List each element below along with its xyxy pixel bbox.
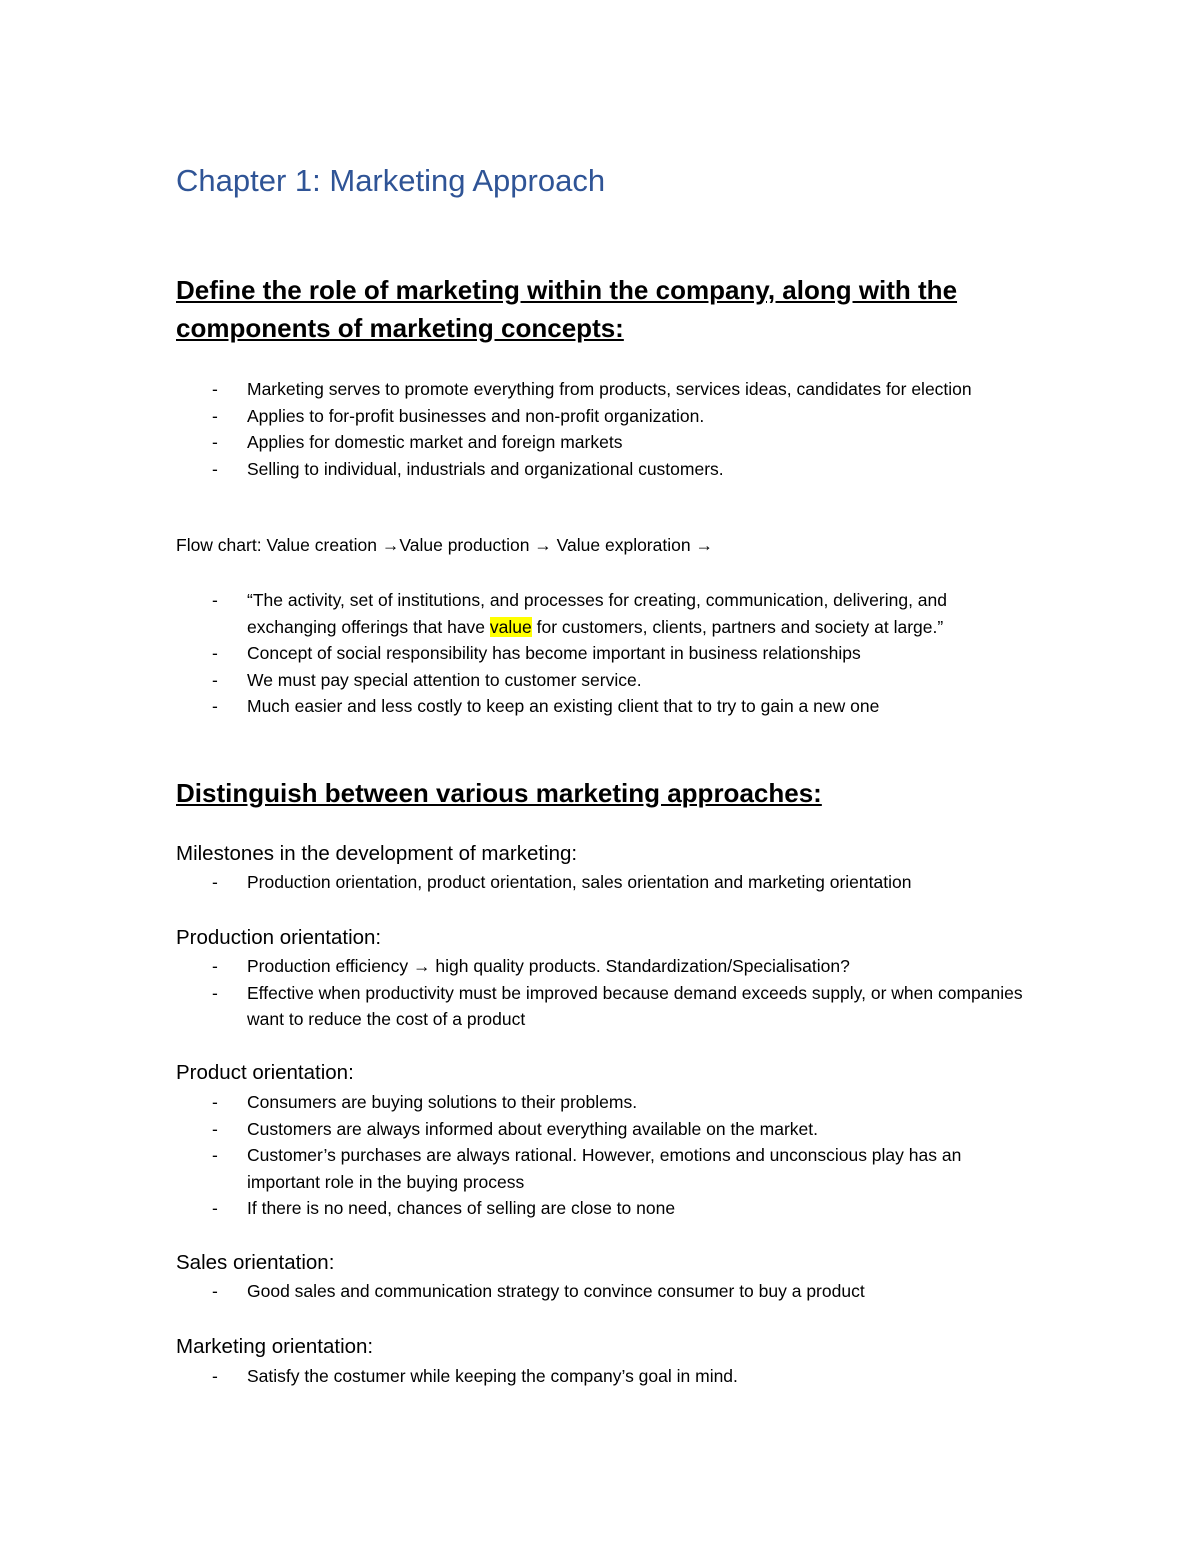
sales-orientation-list bbox=[176, 1278, 1024, 1305]
chapter-title: Chapter 1: Marketing Approach bbox=[176, 163, 606, 198]
list-item: - Good sales and communication strategy to convince consumer to buy a product bbox=[176, 1278, 1024, 1305]
list-item: - We must pay special attention to customer service. bbox=[176, 667, 1024, 694]
quote-text-after: for customers, clients, partners and society at large.” bbox=[531, 616, 944, 637]
list-item: - Applies for domestic market and foreign markets bbox=[176, 429, 1024, 456]
section1-heading-line1: Define the role of marketing within the company, along with the bbox=[176, 275, 958, 305]
list-item: - Customer’s purchases are always rational. However, emotions and unconscious play has an important role in the buying process bbox=[176, 1142, 1024, 1195]
sales-orientation-title: Sales orientation: bbox=[176, 1251, 335, 1274]
list-item: - Much easier and less costly to keep an existing client that to try to gain a new one bbox=[176, 693, 1024, 720]
list-item: - Selling to individual, industrials and organizational customers. bbox=[176, 456, 1024, 483]
list-item: - Production orientation, product orientation, sales orientation and marketing orientation bbox=[176, 869, 1024, 896]
list-item: - If there is no need, chances of selling are close to none bbox=[176, 1195, 1024, 1222]
list-item: - Marketing serves to promote everything from products, services ideas, candidates for election bbox=[176, 376, 1024, 403]
product-orientation-list bbox=[176, 1089, 1024, 1222]
list-item: - Consumers are buying solutions to their problems. bbox=[176, 1089, 1024, 1116]
marketing-orientation-title: Marketing orientation: bbox=[176, 1335, 374, 1358]
section1-bullet-list bbox=[176, 376, 1024, 482]
section1-heading bbox=[176, 271, 957, 347]
marketing-orientation-list bbox=[176, 1363, 1024, 1390]
product-orientation-title: Product orientation: bbox=[176, 1061, 354, 1084]
section2-heading: Distinguish between various marketing approaches: bbox=[176, 778, 822, 808]
highlighted-word: value bbox=[489, 616, 532, 637]
list-item: - Effective when productivity must be improved because demand exceeds supply, or when companies want to reduce the cost of a product bbox=[176, 980, 1024, 1033]
production-orientation-list bbox=[176, 953, 1024, 1033]
list-item: - Customers are always informed about everything available on the market. bbox=[176, 1116, 1024, 1143]
section1-heading-line2: components of marketing concepts: bbox=[176, 313, 624, 343]
quote-text-before: “The activity, set of institutions, and processes for creating, communication, delivering, and exchanging offerings that have bbox=[247, 590, 948, 637]
milestones-list bbox=[176, 869, 1024, 896]
production-orientation-title: Production orientation: bbox=[176, 926, 382, 949]
list-item: - Concept of social responsibility has become important in business relationships bbox=[176, 640, 1024, 667]
list-item: - Production efficiency → high quality products. Standardization/Specialisation? bbox=[176, 953, 1024, 980]
list-item: - Applies to for-profit businesses and non-profit organization. bbox=[176, 403, 1024, 430]
section1-definition-list bbox=[176, 587, 1024, 720]
definition-quote bbox=[176, 587, 1024, 640]
list-item: - Satisfy the costumer while keeping the company’s goal in mind. bbox=[176, 1363, 1024, 1390]
flow-chart-line: Flow chart: Value creation →Value production → Value exploration → bbox=[176, 535, 713, 555]
milestones-title: Milestones in the development of marketing: bbox=[176, 842, 578, 865]
